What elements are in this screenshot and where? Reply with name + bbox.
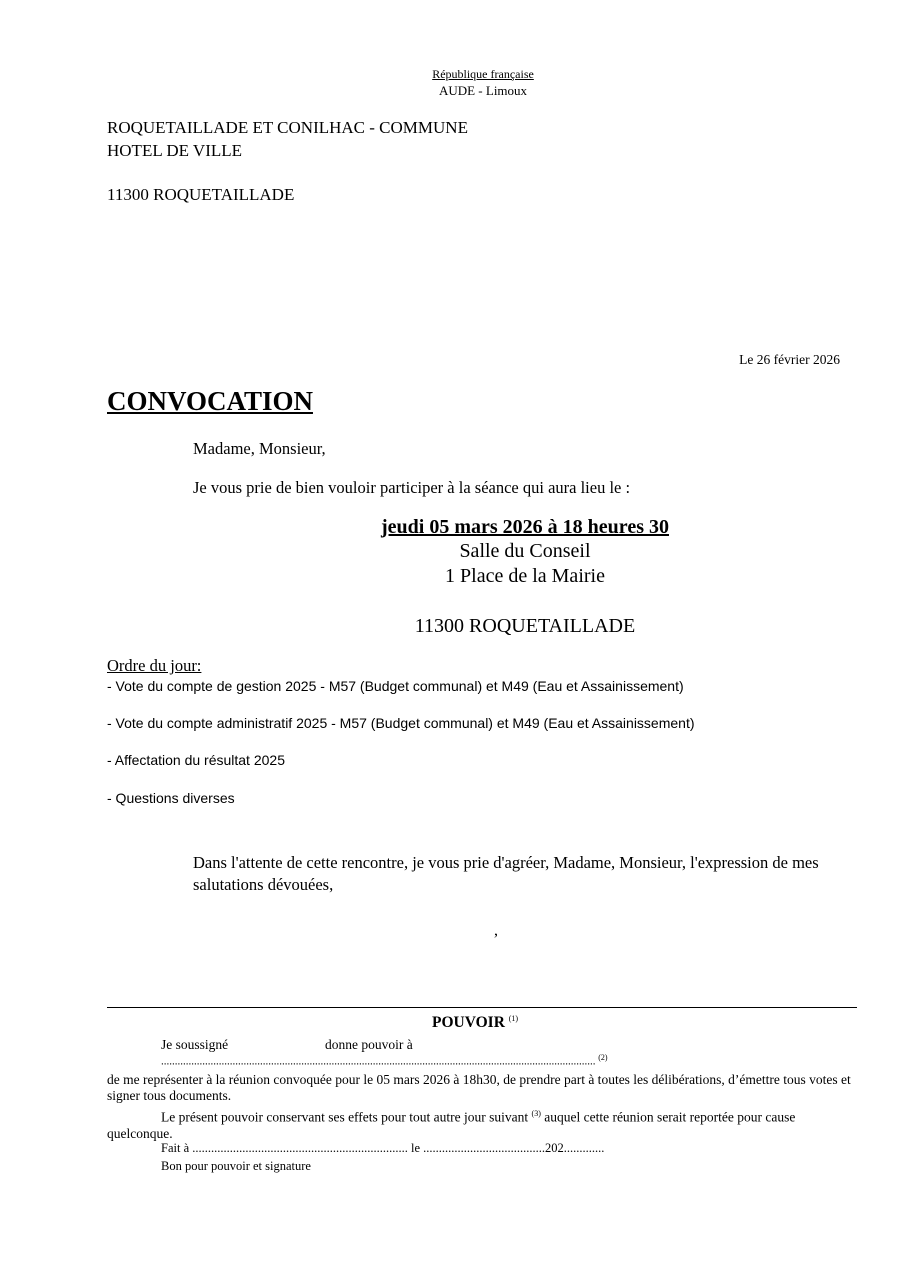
agenda-item: - Questions diverses <box>107 790 235 806</box>
proxy-para2-b: auquel cette réunion serait reportée pour cause quelconque. <box>107 1109 796 1141</box>
sender-line-2: HOTEL DE VILLE <box>107 141 243 160</box>
proxy-title-note: (1) <box>508 1014 519 1023</box>
proxy-title <box>432 1014 518 1032</box>
proxy-dots: .............................................................................................................................................................. <box>161 1055 596 1068</box>
letter-date: Le 26 février 2026 <box>739 352 840 367</box>
closing-text: Dans l'attente de cette rencontre, je vous prie d'agréer, Madame, Monsieur, l'expression de mes salutations dévouées, <box>193 853 819 894</box>
page-title: CONVOCATION <box>107 386 313 416</box>
intro-text: Je vous prie de bien vouloir participer à la séance qui aura lieu le : <box>193 478 631 497</box>
sender-line-1: ROQUETAILLADE ET CONILHAC - COMMUNE <box>107 118 468 137</box>
department-label: AUDE - Limoux <box>438 83 528 98</box>
divider <box>107 1007 857 1008</box>
proxy-signature-label: Bon pour pouvoir et signature <box>161 1159 311 1173</box>
signature-placeholder: , <box>494 922 498 939</box>
proxy-fait-line: Fait à ..................................................................... le .......................................202............. <box>161 1141 605 1155</box>
proxy-dots-line <box>161 1053 608 1068</box>
proxy-para2-note: (3) <box>531 1109 541 1118</box>
agenda-heading: Ordre du jour: <box>107 656 202 675</box>
meeting-room: Salle du Conseil <box>459 540 591 562</box>
proxy-paragraph-2 <box>107 1106 857 1142</box>
agenda-item: - Vote du compte administratif 2025 - M57 (Budget communal) et M49 (Eau et Assainissement) <box>107 715 695 731</box>
proxy-gives: donne pouvoir à <box>325 1037 413 1052</box>
proxy-title-text: POUVOIR <box>432 1014 505 1032</box>
agenda-item: - Affectation du résultat 2025 <box>107 752 285 768</box>
proxy-para2-a: Le présent pouvoir conservant ses effets pour tout autre jour suivant <box>161 1109 529 1125</box>
proxy-undersigned: Je soussigné <box>161 1037 229 1052</box>
salutation: Madame, Monsieur, <box>193 439 326 458</box>
republic-label: République française <box>432 67 534 81</box>
meeting-city: 11300 ROQUETAILLADE <box>414 615 636 637</box>
proxy-paragraph-1: de me représenter à la réunion convoquée pour le 05 mars 2026 à 18h30, de prendre part à toutes les délibérations, d’émettre tous votes et signer tous documents. <box>107 1072 851 1103</box>
meeting-street: 1 Place de la Mairie <box>445 565 605 587</box>
sender-postal: 11300 ROQUETAILLADE <box>107 185 295 204</box>
proxy-dots-note: (2) <box>598 1053 608 1062</box>
agenda-item: - Vote du compte de gestion 2025 - M57 (Budget communal) et M49 (Eau et Assainissement) <box>107 678 684 694</box>
meeting-datetime: jeudi 05 mars 2026 à 18 heures 30 <box>381 516 669 538</box>
